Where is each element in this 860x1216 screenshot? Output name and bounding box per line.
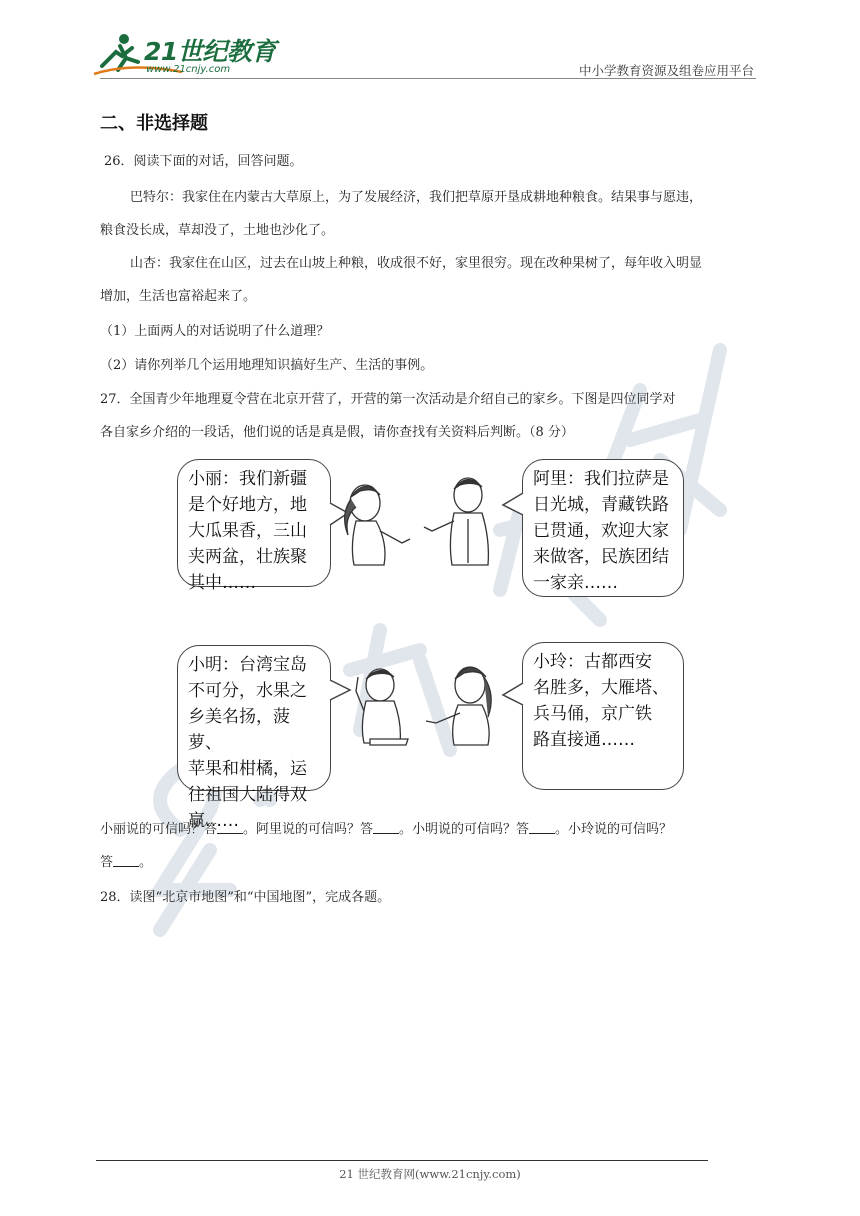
bubble-line: 小明：台湾宝岛 (188, 655, 307, 675)
bubble-line: 兵马俑，京广铁 (533, 704, 652, 724)
bubble-line: 不可分，水果之 (188, 681, 307, 701)
boy-figure-1 (424, 478, 488, 565)
answer-q-xiaoling: 。小玲说的可信吗？ (555, 822, 673, 837)
answer-prefix: 答 (100, 855, 114, 870)
bubble-line: 夹两盆，壮族聚 (188, 547, 307, 567)
bubble-line: 小玲：古都西安 (533, 652, 652, 672)
students-illustration (170, 455, 690, 800)
answer-blank-4[interactable] (113, 854, 139, 867)
footer-divider (96, 1160, 708, 1161)
bubble-tail-xiaoming (330, 680, 350, 700)
q28-stem: 28．读图“北京市地图”和“中国地图”，完成各题。 (100, 890, 391, 905)
q27-answer-line2 (100, 851, 152, 870)
q26-para2-line2: 增加，生活也富裕起来了。 (100, 289, 257, 304)
bubble-line: 赢…… (188, 811, 239, 831)
answer-q-ali: 。阿里说的可信吗？答 (243, 822, 374, 837)
section-title: 二、非选择题 (100, 113, 208, 134)
header-divider (100, 78, 756, 79)
page-header (0, 0, 860, 80)
bubble-tail-xiaoling (503, 683, 523, 705)
logo-title: 21世纪教育 (144, 37, 276, 66)
q26-sub1: （1）上面两人的对话说明了什么道理？ (100, 324, 330, 339)
answer-blank-1[interactable] (217, 821, 243, 834)
q26-stem: 26．阅读下面的对话，回答问题。 (104, 154, 303, 169)
bubble-line: 名胜多，大雁塔、 (533, 678, 669, 698)
girl-figure-1 (345, 485, 410, 565)
bubble-line: 乡美名扬，菠萝、 (188, 707, 290, 753)
q26-para1-line2: 粮食没长成，草却没了，土地也沙化了。 (100, 223, 335, 238)
bubble-line: 路直接通…… (533, 730, 635, 750)
bubble-line: 是个好地方，地 (188, 495, 307, 515)
q26-sub2: （2）请你列举几个运用地理知识搞好生产、生活的事例。 (100, 358, 434, 373)
bubble-line: 大瓜果香，三山 (188, 521, 307, 541)
answer-q-xiaoli: 小丽说的可信吗？答 (100, 822, 218, 837)
bubble-line: 其中…… (188, 573, 256, 593)
bubble-line: 一家亲…… (533, 573, 618, 593)
bubble-line: 苹果和柑橘，运 (188, 759, 307, 779)
answer-end: 。 (139, 855, 153, 870)
q27-stem-line2: 各自家乡介绍的一段话，他们说的话是真是假，请你查找有关资料后判断。（8 分） (100, 425, 574, 440)
q26-para1-line1: 巴特尔：我家住在内蒙古大草原上，为了发展经济，我们把草原开垦成耕地种粮食。结果事与愿违， (130, 190, 703, 205)
bubble-line: 已贯通，欢迎大家 (533, 521, 669, 541)
girl-figure-2 (426, 667, 491, 745)
bubble-line: 来做客，民族团结 (533, 547, 669, 567)
q26-para2-line1: 山杏：我家住在山区，过去在山坡上种粮，收成很不好，家里很穷。现在改种果树了，每年收入明显 (130, 256, 703, 271)
bubble-line: 小丽：我们新疆 (188, 469, 307, 489)
bubble-line: 阿里：我们拉萨是 (533, 469, 669, 489)
answer-blank-3[interactable] (529, 821, 555, 834)
footer-text: 21 世纪教育网(www.21cnjy.com) (339, 1167, 521, 1181)
bubble-line: 往祖国大陆得双 (188, 785, 307, 805)
q27-stem-line1: 27．全国青少年地理夏令营在北京开营了，开营的第一次活动是介绍自己的家乡。下图是四位同学对 (100, 392, 676, 407)
bubble-line: 日光城，青藏铁路 (533, 495, 669, 515)
q27-answer-line1 (100, 818, 672, 837)
boy-figure-2 (356, 669, 408, 745)
platform-name: 中小学教育资源及组卷应用平台 (578, 63, 754, 78)
bubble-tail-ali (503, 493, 523, 515)
answer-blank-2[interactable] (373, 821, 399, 834)
logo-url: www.21cnjy.com (146, 64, 231, 75)
answer-q-xiaoming: 。小明说的可信吗？答 (399, 822, 530, 837)
